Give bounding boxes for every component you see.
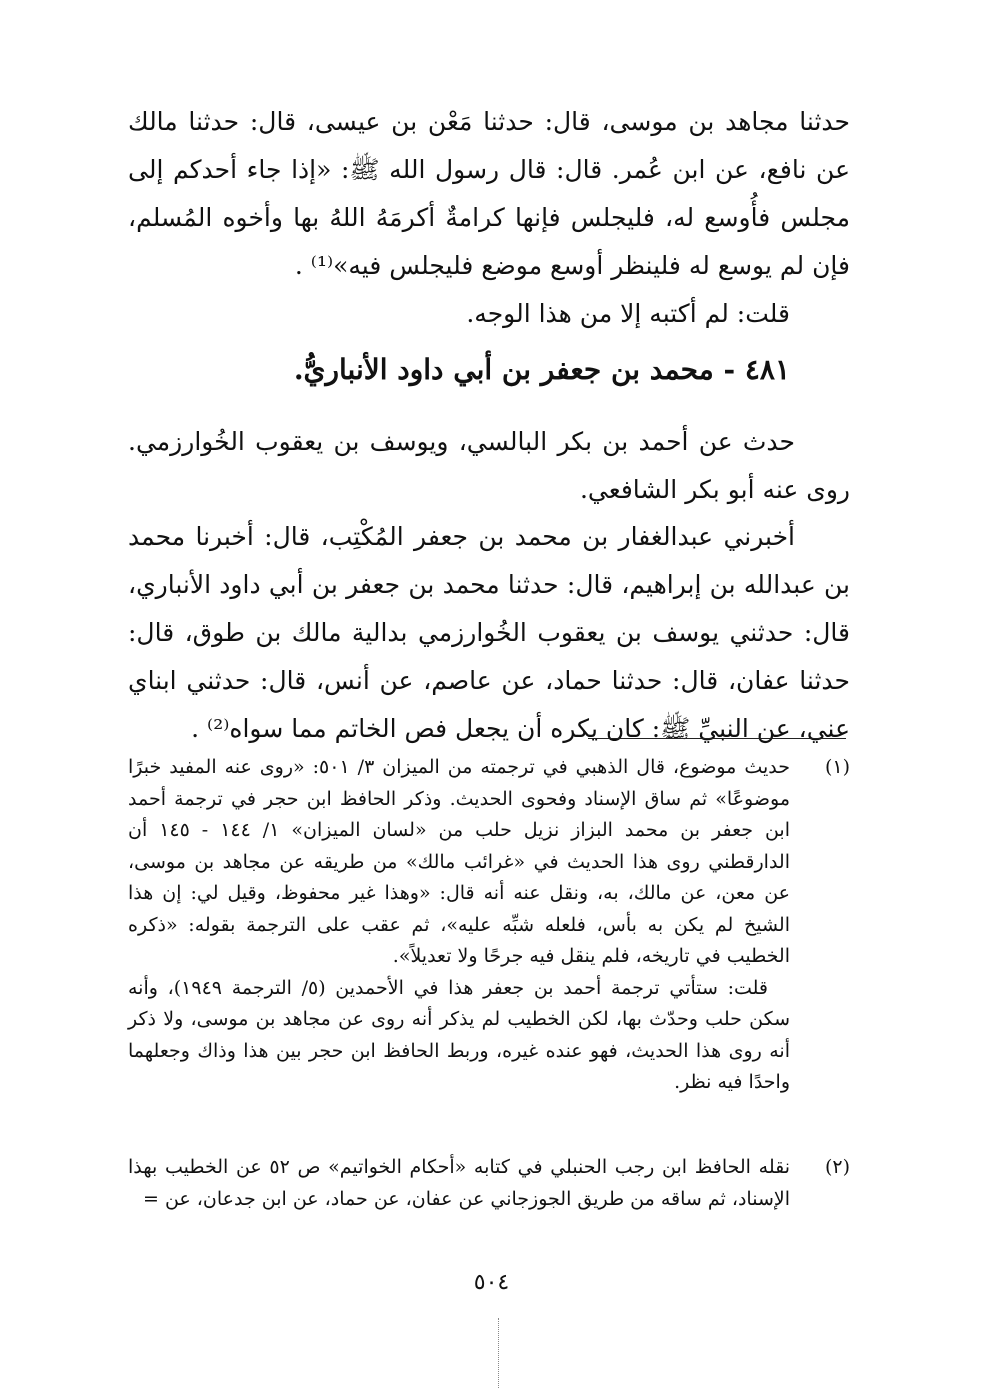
scan-artifact-line: [498, 1318, 499, 1388]
footnote-2: [128, 1152, 850, 1215]
footnote-body: [128, 1152, 790, 1215]
body-paragraph-biography: حدث عن أحمد بن بكر البالسي، ويوسف بن يعقوب الخُوارزمي. روى عنه أبو بكر الشافعي.: [128, 427, 850, 504]
body-paragraph-hadith: حدثنا مجاهد بن موسى، قال: حدثنا مَعْن بن عيسى، قال: حدثنا مالك عن نافع، عن ابن عُمر. قال: قال رسول الله ﷺ: «إذا جاء أحدكم إلى مجلس فأُوسع له، فليجلس فإنها كرامةٌ أكرمَهُ اللهُ بها وأخوه المُسلم، فإن لم يوسع له فلينظر أوسع موضع فليجلس فيه»⁽¹⁾ .: [128, 107, 850, 280]
footnote-number: (٢): [824, 1156, 850, 1178]
footnote-1: [128, 752, 850, 1099]
footnote-body: [128, 752, 790, 1099]
footnote-paragraph: حديث موضوع، قال الذهبي في ترجمته من الميزان ٣/ ٥٠١: «روى عنه المفيد خبرًا موضوعًا» ثم ساق الإسناد وفحوى الحديث. وذكر الحافظ ابن حجر في ترجمة أحمد ابن جعفر بن محمد البزاز نزيل حلب من «لسان الميزان» ١/ ١٤٤ - ١٤٥ أن الدارقطني روى هذا الحديث في «غرائب مالك» من طريقه عن مجاهد بن موسى، عن معن، عن مالك، به، ونقل عنه أنه قال: «وهذا غير محفوظ، وقيل لي: إن هذا الشيخ لم يكن به بأس، فلعله شبِّه عليه»، ثم عقب على الترجمة بقوله: «ذكره الخطيب في تاريخه، فلم ينقل فيه جرحًا ولا تعديلاً».: [128, 756, 790, 967]
footnote-divider: [588, 738, 846, 739]
body-paragraph-comment: قلت: لم أكتبه إلا من هذا الوجه.: [466, 299, 790, 328]
body-paragraph-isnad: أخبرني عبدالغفار بن محمد بن جعفر المُكْتِب، قال: أخبرنا محمد بن عبدالله بن إبراهيم، قال: حدثنا محمد بن جعفر بن أبي داود الأنباري، قال: حدثني يوسف بن يعقوب الخُوارزمي بدالية مالك بن طوق، قال: حدثنا عفان، قال: حدثنا حماد، عن عاصم، عن أنس، قال: حدثني ابناي عني، عن النبيِّ ﷺ: كان يكره أن يجعل فص الخاتم مما سواه⁽²⁾ .: [128, 522, 850, 743]
page-number: ٥٠٤: [473, 1270, 510, 1295]
footnote-number: (١): [824, 756, 850, 778]
footnote-paragraph: نقله الحافظ ابن رجب الحنبلي في كتابه «أحكام الخواتيم» ص ٥٢ عن الخطيب بهذا الإسناد، ثم ساقه من طريق الجوزجاني عن عفان، عن حماد، عن ابن جدعان، عن =: [128, 1156, 791, 1210]
footnote-paragraph: قلت: ستأتي ترجمة أحمد بن جعفر هذا في الأحمدين (٥/ الترجمة ١٩٤٩)، وأنه سكن حلب وحدّث بها، لكن الخطيب لم يذكر أنه روى عن مجاهد بن موسى، ولا ذكر أنه روى هذا الحديث، فهو عنده غيره، وربط الحافظ ابن حجر بين هذا وذاك وجعلهما واحدًا فيه نظر.: [128, 976, 790, 1093]
entry-heading: ٤٨١ - محمد بن جعفر بن أبي داود الأنباريُّ.: [293, 353, 790, 386]
